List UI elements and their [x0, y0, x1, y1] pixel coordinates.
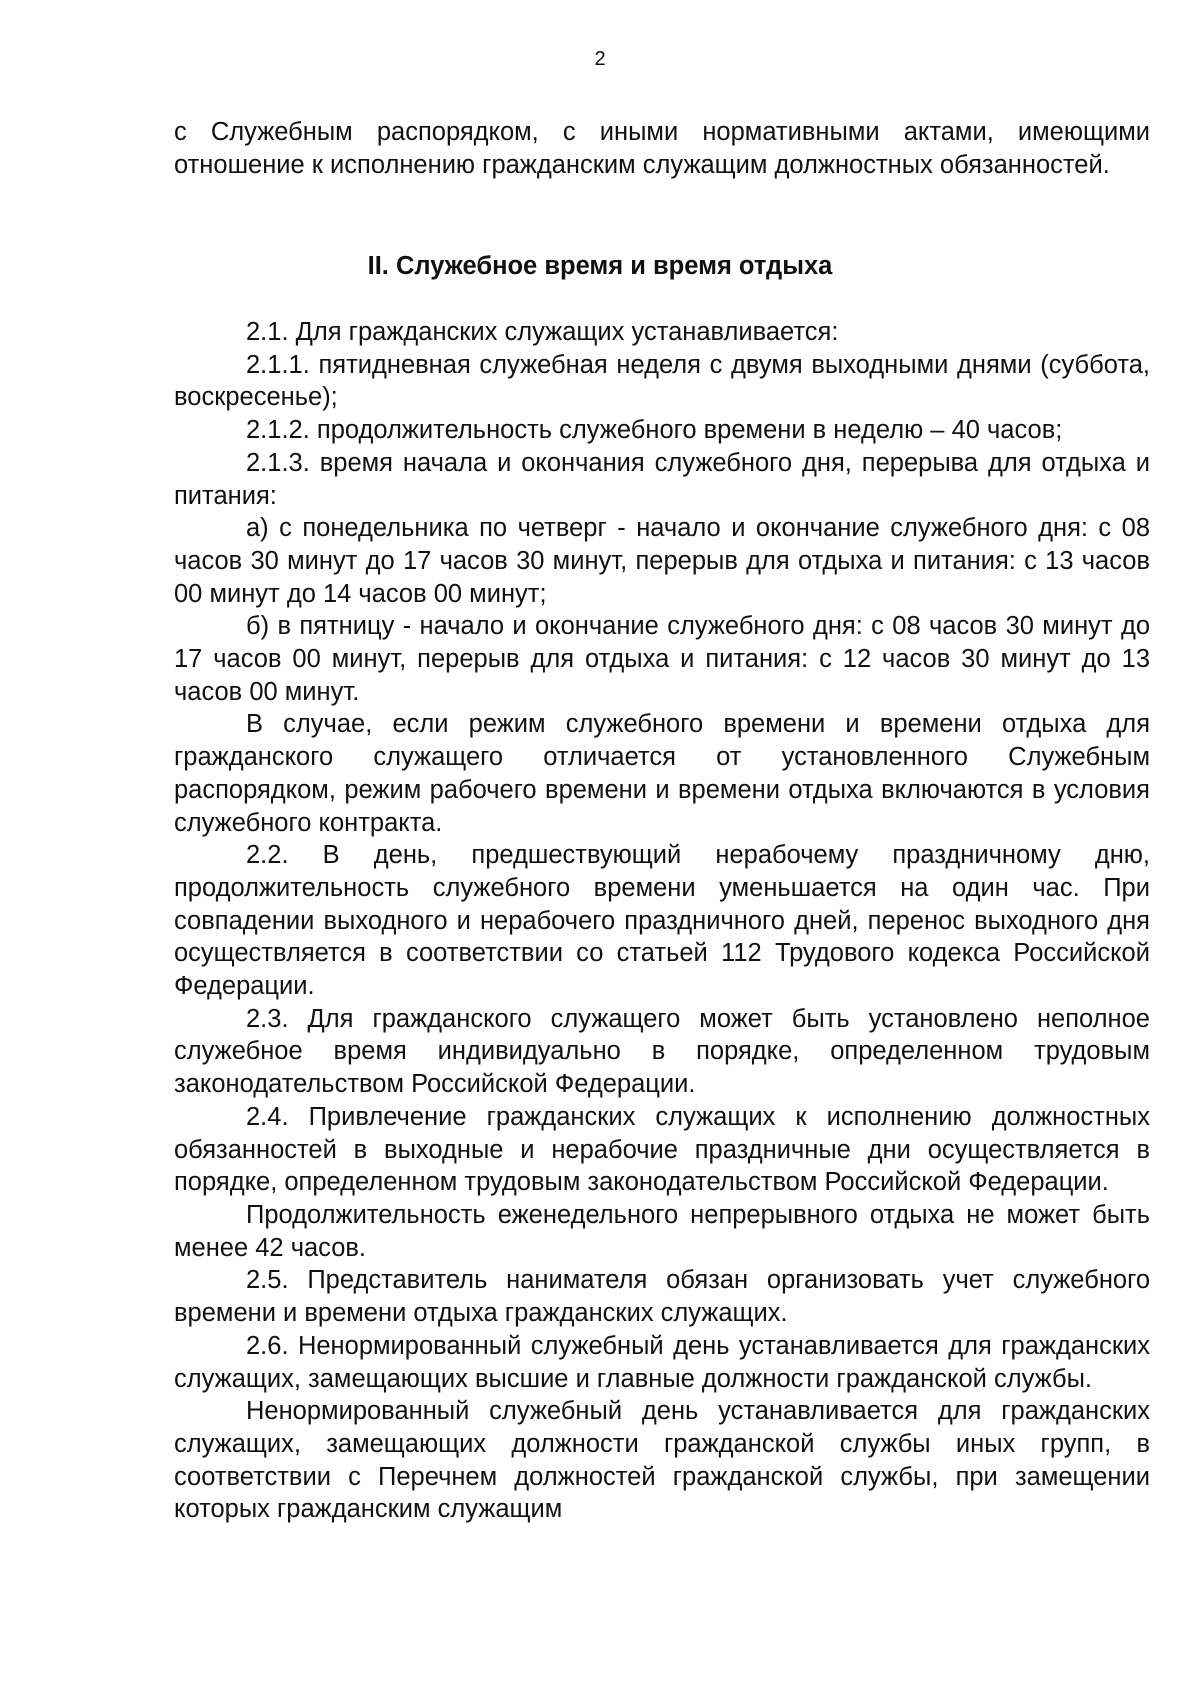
paragraph-2-4: 2.4. Привлечение гражданских служащих к исполнению должностных обязанностей в выходные и нерабочие праздничные дни осуществляется в порядке, определенном трудовым законодательством Российской Федерации.: [174, 1102, 1150, 1197]
section-heading: II. Служебное время и время отдыха: [367, 252, 833, 280]
paragraph-2-1: 2.1. Для гражданских служащих устанавливается:: [246, 318, 839, 346]
paragraph-2-1-3: 2.1.3. время начала и окончания служебного дня, перерыва для отдыха и питания:: [174, 448, 1150, 510]
paragraph-weekly-rest: Продолжительность еженедельного непрерывного отдыха не может быть менее 42 часов.: [174, 1200, 1150, 1262]
page-number: 2: [594, 48, 606, 70]
paragraph-2-1-1: 2.1.1. пятидневная служебная неделя с двумя выходными днями (суббота, воскресенье);: [174, 350, 1150, 412]
paragraph-2-3: 2.3. Для гражданского служащего может быть установлено неполное служебное время индивидуально в порядке, определенном трудовым законодательством Российской Федерации.: [174, 1004, 1150, 1099]
paragraph-schedule-fri: б) в пятницу - начало и окончание служебного дня: с 08 часов 30 минут до 17 часов 00 минут, перерыв для отдыха и питания: с 12 часов 30 минут до 13 часов 00 минут.: [174, 612, 1150, 706]
paragraph-irregular-day: Ненормированный служебный день устанавливается для гражданских служащих, замещающих должности гражданской службы иных групп, в соответствии с Перечнем должностей гражданской службы, при замещении которых гражданским служащим: [174, 1397, 1150, 1524]
paragraph-2-6: 2.6. Ненормированный служебный день устанавливается для гражданских служащих, замещающих высшие и главные должности гражданской службы.: [174, 1331, 1150, 1393]
paragraph-2-5: 2.5. Представитель нанимателя обязан организовать учет служебного времени и времени отдыха гражданских служащих.: [174, 1266, 1150, 1328]
section-body: [174, 316, 1150, 1526]
paragraph-2-2: 2.2. В день, предшествующий нерабочему праздничному дню, продолжительность служебного времени уменьшается на один час. При совпадении выходного и нерабочего праздничного дней, перенос выходного дня осуществляется в соответствии со статьей 112 Трудового кодекса Российской Федерации.: [174, 841, 1150, 1001]
paragraph-special-regime: В случае, если режим служебного времени и времени отдыха для гражданского служащего отличается от установленного Служебным распорядком, режим рабочего времени и времени отдыха включаются в условия служебного контракта.: [174, 710, 1150, 837]
paragraph-2-1-2: 2.1.2. продолжительность служебного времени в неделю – 40 часов;: [246, 416, 1063, 445]
intro-paragraph: с Служебным распорядком, с иными нормативными актами, имеющими отношение к исполнению гражданским служащим должностных обязанностей.: [174, 118, 1150, 179]
intro-paragraph-block: [174, 116, 1150, 182]
paragraph-schedule-mon-thu: а) с понедельника по четверг - начало и окончание служебного дня: с 08 часов 30 минут до 17 часов 30 минут, перерыв для отдыха и питания: с 13 часов 00 минут до 14 часов 00 минут;: [174, 514, 1150, 608]
